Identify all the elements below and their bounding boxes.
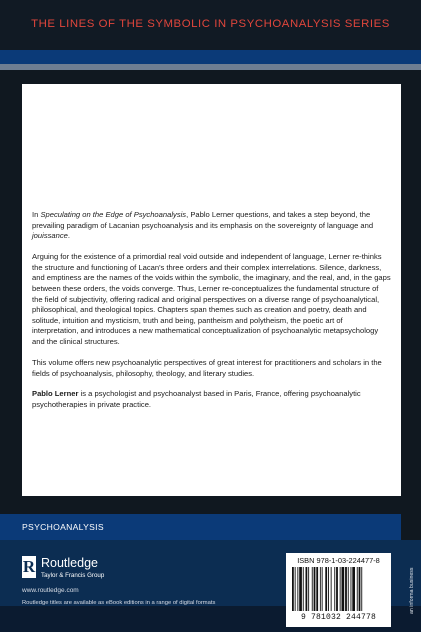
series-band — [0, 0, 421, 50]
publisher-url[interactable]: www.routledge.com — [22, 587, 79, 594]
blue-stripe — [0, 50, 421, 64]
informa-side-text: an informa business — [409, 567, 415, 614]
subject-label: PSYCHOANALYSIS — [22, 522, 104, 532]
logo-letter: R — [22, 557, 36, 576]
blurb-paragraph-3: This volume offers new psychoanalytic perspectives of great interest for practitioners and scholars in the fields of psychoanalysis, philosophy, theology, and literary studies. — [32, 357, 382, 378]
author-name: Pablo Lerner — [32, 389, 79, 399]
series-title: THE LINES OF THE SYMBOLIC IN PSYCHOANALYSIS SERIES — [31, 18, 390, 30]
blurb-end-text: . — [67, 231, 71, 241]
blurb-mid-text: , Pablo Lerner questions, and takes a step beyond, the prevailing paradigm of Lacanian psychoanalysis and its emphasis on the sovereignty of language and — [32, 210, 374, 230]
ebook-note: Routledge titles are available as eBook editions in a range of digital formats — [22, 600, 216, 606]
author-bio — [32, 389, 391, 410]
book-title-italic: Speculating on the Edge of Psychoanalysis — [40, 210, 187, 219]
grey-stripe — [0, 64, 421, 70]
blurb-intro-text: In — [32, 210, 41, 219]
publisher-name: Routledge — [41, 556, 98, 570]
blurb-paragraph-1 — [32, 210, 391, 242]
subject-band — [0, 514, 401, 540]
barcode-panel — [286, 553, 391, 627]
barcode-icon — [292, 567, 385, 611]
author-bio-text: is a psychologist and psychoanalyst based in Paris, France, offering psychoanalytic psychotherapies in private practice. — [32, 389, 361, 410]
jouissance-italic: jouissance — [32, 231, 68, 241]
publisher-group: Taylor & Francis Group — [41, 572, 105, 579]
blurb-paragraph-2: Arguing for the existence of a primordial real void outside and independent of language, Lerner re-thinks the structure and functioning of Lacan's three orders and their complex interrelations. Silence, darkness, and emptiness are the names of the voids within the symbolic, the imaginary, and the real, and, in the gaps between these orders, the voids converge. Thus, Lerner re-conceptualizes the fundamental structure of the field of subjectivity, offering radical and original perspectives on a diverse range of psychoanalytical, philosophical, and theological topics. Chapters span themes such as creation and poetry, death and solitude, intuition and mysticism, truth and being, pantheism and polytheism, the poetic art of interpretation, and introduces a new mathematical conceptualization of psychoanalytic metapsychology and the clinical structures. — [32, 252, 391, 346]
barcode-digits: 9 781032 244778 — [300, 613, 376, 622]
routledge-logo-icon — [22, 556, 36, 578]
blurb-panel — [22, 84, 401, 496]
isbn-text: ISBN 978-1-03-224477-8 — [297, 556, 380, 565]
